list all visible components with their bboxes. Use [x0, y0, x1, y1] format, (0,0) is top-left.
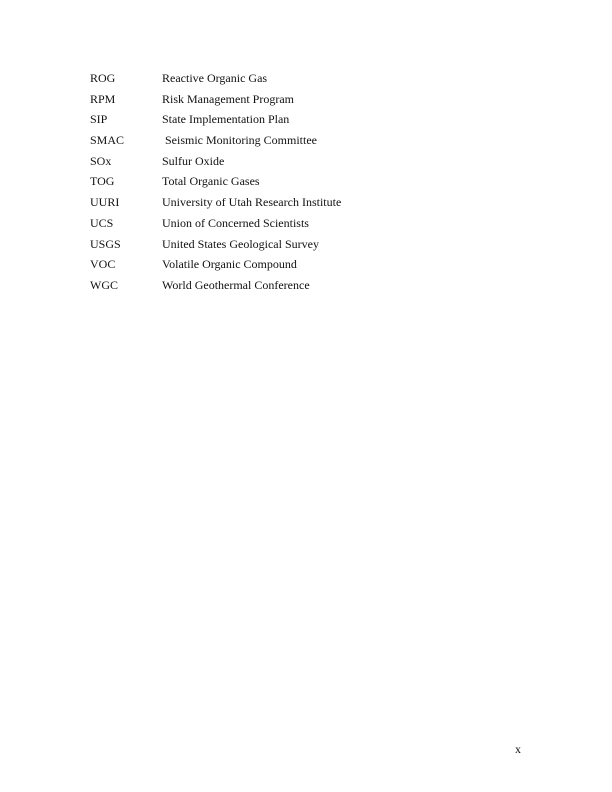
- abbreviation-term: UURI: [90, 195, 120, 210]
- abbreviation-row: [90, 257, 510, 278]
- abbreviation-definition: State Implementation Plan: [162, 112, 290, 127]
- abbreviation-definition: Risk Management Program: [162, 91, 294, 106]
- page-number: x: [515, 742, 521, 756]
- abbreviation-term: RPM: [90, 91, 116, 106]
- abbreviation-term: VOC: [90, 257, 116, 272]
- abbreviation-definition: Sulfur Oxide: [162, 153, 225, 168]
- abbreviation-definition: University of Utah Research Institute: [162, 195, 342, 210]
- abbreviation-term: SMAC: [90, 133, 125, 148]
- abbreviation-definition: Total Organic Gases: [162, 174, 260, 189]
- abbreviation-row: [90, 154, 510, 175]
- abbreviation-row: [90, 92, 510, 113]
- abbreviation-row: [90, 71, 510, 92]
- abbreviation-row: [90, 195, 510, 216]
- abbreviation-term: TOG: [90, 174, 115, 189]
- abbreviation-row: [90, 133, 510, 154]
- abbreviation-term: SOx: [90, 153, 112, 168]
- abbreviation-term: WGC: [90, 277, 118, 292]
- abbreviation-term: SIP: [90, 112, 108, 127]
- abbreviation-definition: Seismic Monitoring Committee: [162, 133, 317, 148]
- abbreviation-definition: Union of Concerned Scientists: [162, 215, 309, 230]
- abbreviation-row: [90, 216, 510, 237]
- abbreviation-row: [90, 237, 510, 258]
- abbreviation-term: UCS: [90, 215, 114, 230]
- abbreviation-definition: Volatile Organic Compound: [162, 257, 297, 272]
- abbreviation-row: [90, 112, 510, 133]
- abbreviation-row: [90, 278, 510, 299]
- abbreviation-row: [90, 174, 510, 195]
- abbreviation-term: USGS: [90, 236, 121, 251]
- abbreviation-definition: Reactive Organic Gas: [162, 71, 268, 85]
- abbreviation-definition: World Geothermal Conference: [162, 277, 310, 292]
- abbreviation-definition: United States Geological Survey: [162, 236, 319, 251]
- abbreviation-list: [90, 71, 510, 299]
- abbreviation-term: ROG: [90, 71, 116, 85]
